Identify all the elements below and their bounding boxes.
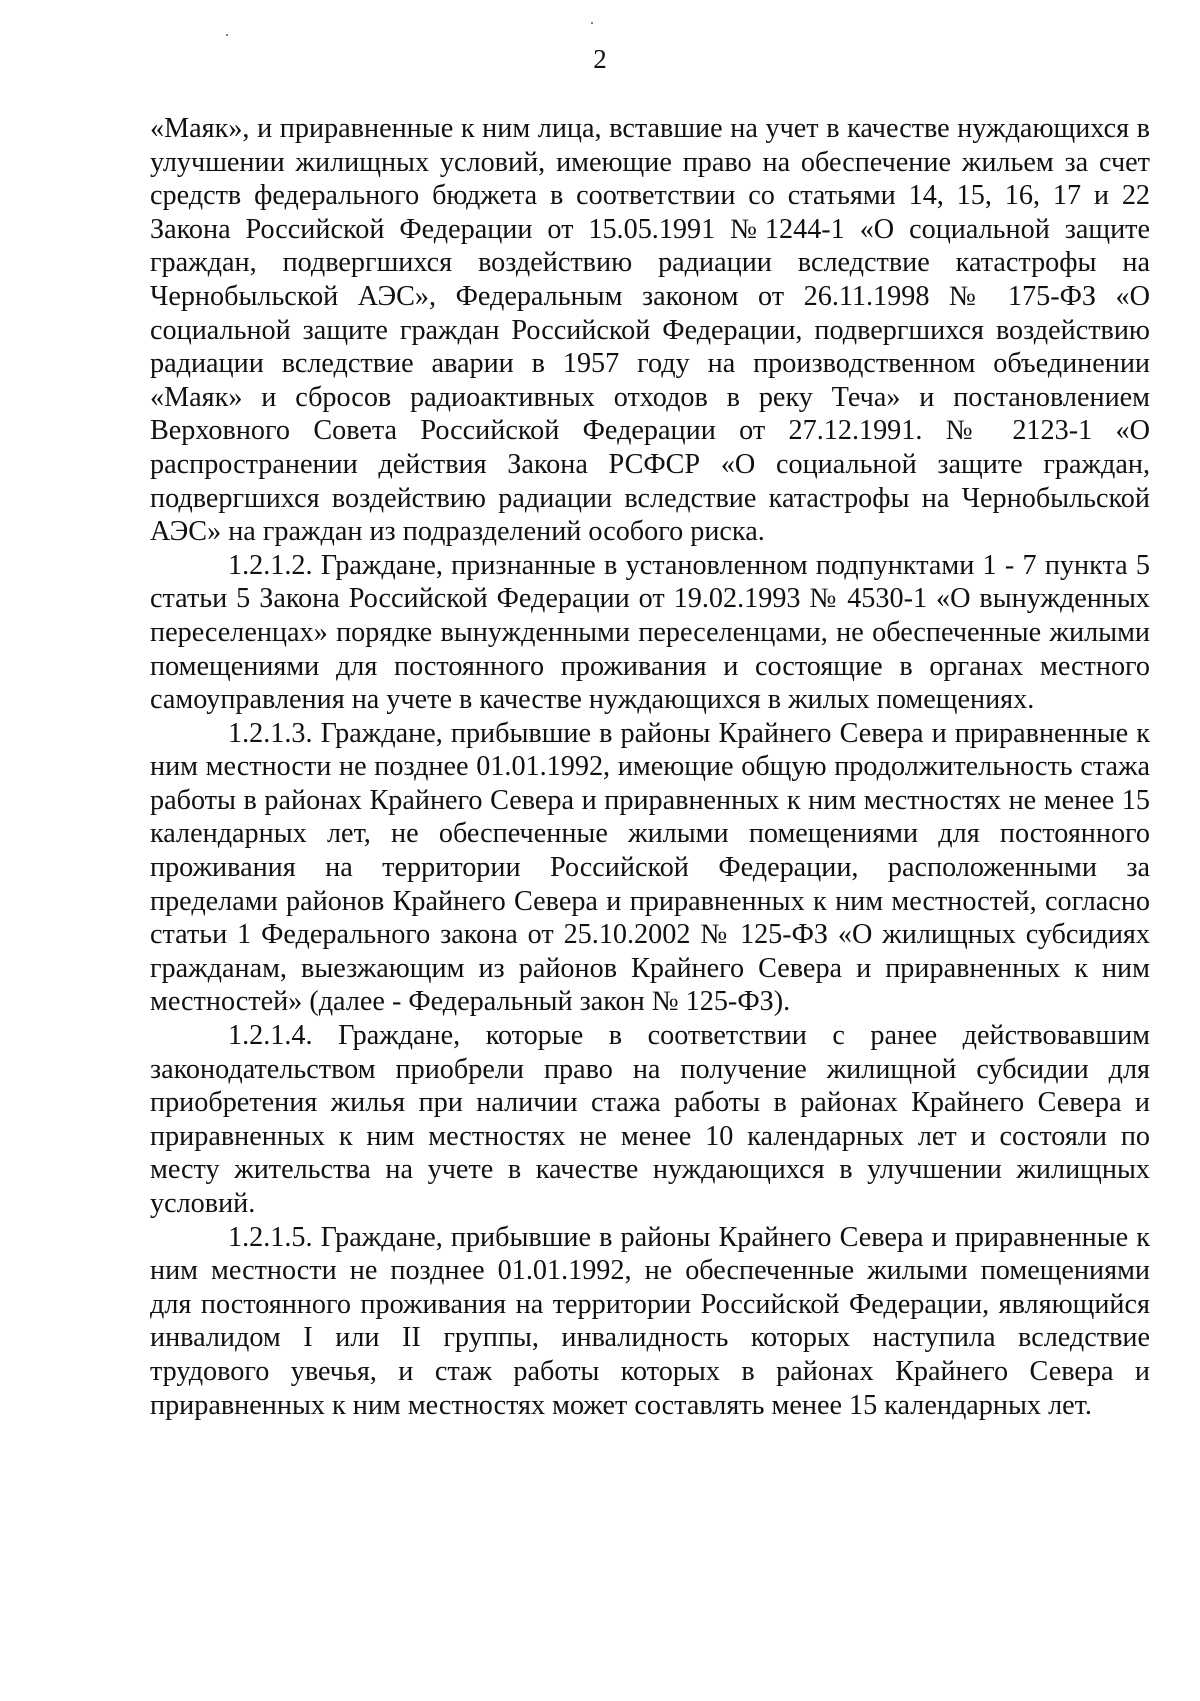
- paragraph-1-2-1-3: 1.2.1.3. Граждане, прибывшие в районы Крайнего Севера и приравненные к ним местности не позднее 01.01.1992, имеющие общую продолжительность стажа работы в районах Крайнего Севера и приравненных к ним местностях не менее 15 календарных лет, не обеспеченные жилыми помещениями для постоянного проживания на территории Российской Федерации, расположенными за пределами районов Крайнего Севера и приравненных к ним местностей, согласно статьи 1 Федерального закона от 25.10.2002 № 125-ФЗ «О жилищных субсидиях гражданам, выезжающим из районов Крайнего Севера и приравненных к ним местностей» (далее - Федеральный закон № 125-ФЗ).: [150, 717, 1150, 1018]
- paragraph-1-2-1-5: 1.2.1.5. Граждане, прибывшие в районы Крайнего Севера и приравненные к ним местности не позднее 01.01.1992, не обеспеченные жилыми помещениями для постоянного проживания на территории Российской Федерации, являющийся инвалидом I или II группы, инвалидность которых наступила вследствие трудового увечья, и стаж работы которых в районах Крайнего Севера и приравненных к ним местностях может составлять менее 15 календарных лет.: [150, 1221, 1150, 1421]
- paragraph-continuation: «Маяк», и приравненные к ним лица, вставшие на учет в качестве нуждающихся в улучшении жилищных условий, имеющие право на обеспечение жильем за счет средств федерального бюджета в соответствии со статьями 14, 15, 16, 17 и 22 Закона Российской Федерации от 15.05.1991 №1244-1 «О социальной защите граждан, подвергшихся воздействию радиации вследствие катастрофы на Чернобыльской АЭС», Федеральным законом от 26.11.1998 № 175-ФЗ «О социальной защите граждан Российской Федерации, подвергшихся воздействию радиации вследствие аварии в 1957 году на производственном объединении «Маяк» и сбросов радиоактивных отходов в реку Теча» и постановлением Верховного Совета Российской Федерации от 27.12.1991. № 2123-1 «О распространении действия Закона РСФСР «О социальной защите граждан, подвергшихся воздействию радиации вследствие катастрофы на Чернобыльской АЭС» на граждан из подразделений особого риска.: [150, 113, 1150, 548]
- page-number: 2: [593, 44, 607, 74]
- scan-speck: [591, 22, 593, 24]
- paragraph-1-2-1-4: 1.2.1.4. Граждане, которые в соответствии с ранее действовавшим законодательством приобрели право на получение жилищной субсидии для приобретения жилья при наличии стажа работы в районах Крайнего Севера и приравненных к ним местностях не менее 10 календарных лет и состояли по месту жительства на учете в качестве нуждающихся в улучшении жилищных условий.: [150, 1020, 1150, 1219]
- scan-speck: [226, 34, 228, 36]
- paragraph-1-2-1-2: 1.2.1.2. Граждане, признанные в установленном подпунктами 1 - 7 пункта 5 статьи 5 Закона Российской Федерации от 19.02.1993 № 4530-1 «О вынужденных переселенцах» порядке вынужденными переселенцами, не обеспеченные жилыми помещениями для постоянного проживания и состоящие в органах местного самоуправления на учете в качестве нуждающихся в жилых помещениях.: [150, 549, 1150, 716]
- document-body: [150, 112, 1150, 1422]
